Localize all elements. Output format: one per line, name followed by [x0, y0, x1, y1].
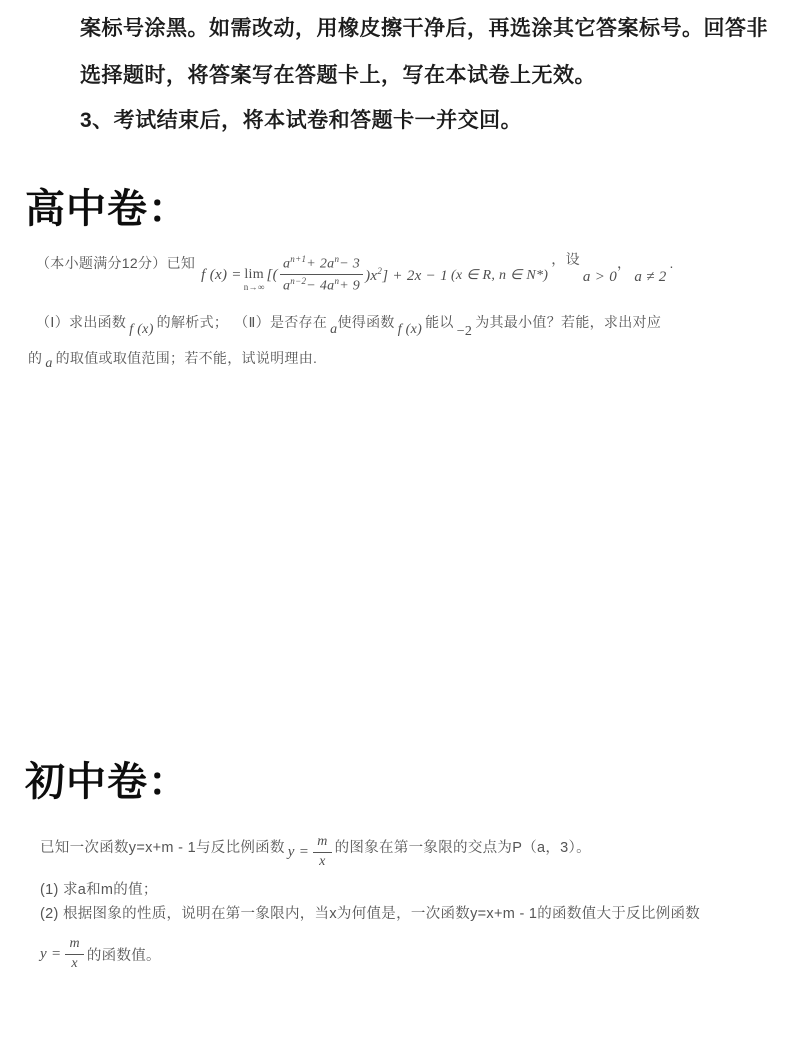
high-school-section-heading: 高中卷：: [25, 187, 189, 231]
exponent: n: [334, 253, 340, 264]
jh-problem-item1: [40, 878, 158, 899]
line3-prefix: 的: [28, 350, 43, 366]
alpha-symbol: a: [45, 356, 53, 371]
lim-word: lim: [244, 267, 264, 282]
fx-equals: f (x) =: [201, 266, 242, 283]
alpha-symbol: a: [330, 322, 338, 337]
instruction-line-2: 选择题时，将答案写在答题卡上，写在本试卷上无效。: [80, 64, 596, 87]
instruction-line-3: 3、考试结束后，将本试卷和答题卡一并交回。: [80, 109, 523, 132]
hs-problem-formula-line: [36, 246, 674, 304]
inverse-proportion-formula: [40, 936, 84, 971]
period: .: [669, 255, 674, 271]
math-fragment: )x: [365, 267, 378, 284]
part2-mid: 使得函数: [337, 314, 395, 330]
jh-line1-suffix: 的图象在第一象限的交点为P（a，3）。: [334, 839, 591, 856]
math-fragment: − 4a: [306, 278, 335, 294]
hs-problem-intro: （本小题满分12分）已知: [36, 255, 196, 271]
jh-line1-prefix: 已知一次函数y=x+m - 1与反比例函数: [40, 839, 285, 856]
numerator: m: [65, 936, 83, 954]
y-equals: y =: [40, 945, 62, 962]
exponent: n−2: [290, 275, 307, 286]
condition-a-not-2: a ≠ 2: [634, 268, 667, 285]
comma-separator: ，: [617, 255, 632, 271]
junior-high-section-heading: 初中卷：: [25, 760, 189, 804]
inverse-proportion-formula: [288, 834, 332, 869]
jh-problem-line4: [40, 932, 161, 976]
part1-suffix: 的解析式；: [156, 314, 229, 330]
math-fragment: + 9: [339, 278, 361, 294]
part1-prefix: （Ⅰ）求出函数: [36, 314, 127, 330]
limit-operator: [244, 268, 265, 292]
m-over-x-fraction: [65, 936, 83, 971]
lim-subscript: n→∞: [243, 282, 265, 292]
exponent: n: [334, 275, 340, 286]
line3-suffix: 的取值或取值范围；若不能，试说明理由.: [55, 350, 318, 366]
she-separator: ，设: [551, 251, 580, 267]
m-over-x-fraction: [313, 834, 331, 869]
jh-line4-suffix: 的函数值。: [86, 947, 161, 964]
hs-problem-parts-line: [36, 312, 662, 339]
numerator: m: [313, 834, 331, 852]
part2-suffix: 为其最小值？若能，求出对应: [475, 314, 662, 330]
fx-symbol: f (x): [397, 322, 423, 337]
part2-prefix: （Ⅱ）是否存在: [234, 314, 328, 330]
math-fragment: a: [282, 256, 291, 272]
domain-condition: (x ∈ R, n ∈ N*): [450, 267, 549, 283]
denominator: x: [319, 853, 326, 869]
math-fragment: + 2a: [306, 256, 335, 272]
neg-two-value: −2: [456, 324, 473, 339]
item1-text: (1) 求a和m的值；: [40, 882, 158, 898]
fx-symbol: f (x): [129, 322, 154, 337]
numerator: [280, 254, 363, 275]
exponent: 2: [377, 265, 383, 276]
item2-text: (2) 根据图象的性质，说明在第一象限内，当x为何值是，一次函数y=x+m - 1的函数值大于反比例函数: [40, 906, 701, 922]
formula-tail: [365, 266, 448, 285]
open-bracket: [(: [266, 266, 278, 283]
y-equals: y =: [287, 843, 310, 860]
hs-problem-last-line: [28, 348, 318, 371]
part2-mid2: 能以: [425, 314, 454, 330]
instruction-line-1: 案标号涂黑。如需改动，用橡皮擦干净后，再选涂其它答案标号。回答非: [80, 17, 768, 40]
denominator: [283, 275, 360, 295]
denominator: x: [71, 955, 78, 971]
math-fragment: a: [282, 278, 291, 294]
exponent: n+1: [290, 253, 307, 264]
math-fragment: − 3: [339, 256, 361, 272]
fraction: [280, 254, 363, 295]
jh-problem-line1: [40, 830, 591, 874]
math-fragment: ] + 2x − 1: [382, 267, 448, 284]
condition-a-positive: a > 0: [582, 268, 617, 285]
jh-problem-item2: [40, 902, 700, 923]
